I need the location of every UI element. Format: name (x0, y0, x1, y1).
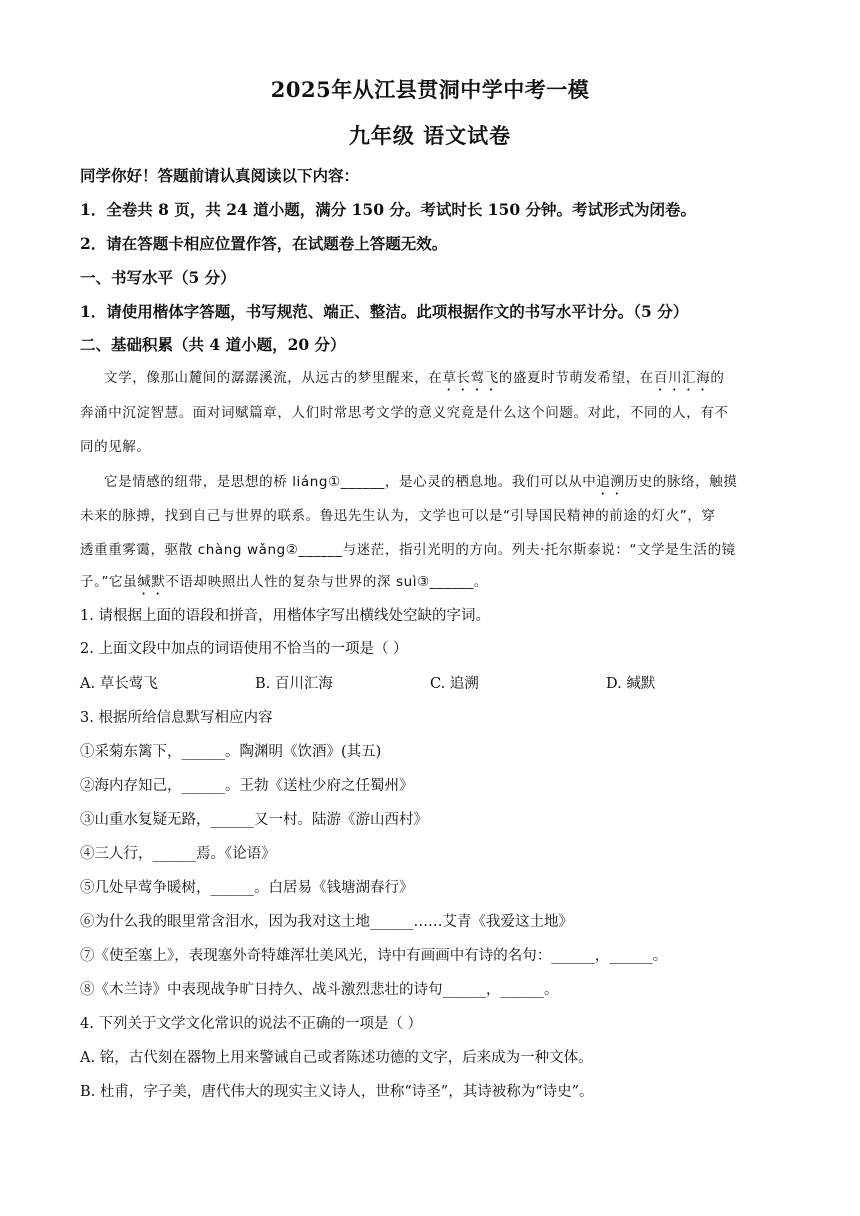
notice-item-2: 2．请在答题卡相应位置作答，在试题卷上答题无效。 (80, 234, 448, 253)
notice-intro: 同学你好！答题前请认真阅读以下内容： (80, 166, 360, 185)
question-2: 2. 上面文段中加点的词语使用不恰当的一项是（ ） (80, 641, 408, 657)
q3-item: ⑦《使至塞上》，表现塞外奇特雄浑壮美风光，诗中有画画中有诗的名句：______，______。 (80, 948, 668, 964)
q2-option-a: A. 草长莺飞 (80, 676, 158, 692)
q2-option-b: B. 百川汇海 (255, 676, 333, 692)
q2-option-c: C. 追溯 (430, 676, 479, 692)
dotted-word: 百川汇海 (653, 370, 711, 386)
passage-line-4 (104, 470, 814, 498)
passage-text: 的盛夏时节萌发希望，在 (498, 370, 654, 386)
passage-line-1 (104, 366, 814, 394)
dotted-word: 草长莺飞 (442, 370, 499, 386)
passage-line-7 (80, 570, 790, 598)
q3-item: ②海内存知己，______。王勃《送杜少府之任蜀州》 (80, 778, 414, 794)
q2-option-d: D. 缄默 (606, 676, 656, 692)
passage-line-6: 透重重雾霭，驱散 chàng wǎng②______与迷茫，指引光明的方向。列夫·托尔斯泰说：“文学是生活的镜 (80, 542, 736, 558)
dotted-word: 缄默 (137, 574, 166, 590)
question-4: 4. 下列关于文学文化常识的说法不正确的一项是（ ） (80, 1016, 423, 1032)
q4-option-a: A. 铭，古代刻在器物上用来警诫自己或者陈述功德的文字，后来成为一种文体。 (80, 1050, 593, 1066)
dotted-word: 追溯 (596, 474, 625, 490)
q3-item: ⑧《木兰诗》中表现战争旷日持久、战斗激烈悲壮的诗句______，______。 (80, 982, 559, 998)
passage-line-3: 同的见解。 (80, 439, 151, 455)
q3-item: ③山重水复疑无路，______又一村。陆游《游山西村》 (80, 812, 428, 828)
exam-title: 2025年从江县贯洞中学中考一模 (270, 77, 590, 102)
section-1-question: 1．请使用楷体字答题，书写规范、端正、整洁。此项根据作文的书写水平计分。（5 分） (80, 302, 689, 321)
question-1: 1. 请根据上面的语段和拼音，用楷体字写出横线处空缺的字词。 (80, 608, 490, 624)
passage-line-5: 未来的脉搏，找到自己与世界的联系。鲁迅先生认为，文学也可以是“引导国民精神的前途的灯火”，穿 (80, 508, 716, 524)
q3-item: ⑥为什么我的眼里常含泪水，因为我对这土地______……艾青《我爱这土地》 (80, 914, 573, 930)
section-2-heading: 二、基础积累（共 4 道小题，20 分） (80, 335, 346, 354)
q3-item: ⑤几处早莺争暖树，______。白居易《钱塘湖春行》 (80, 880, 414, 896)
passage-text: 历史的脉络，触摸 (624, 474, 738, 490)
passage-line-2: 奔涌中沉淀智慧。面对词赋篇章，人们时常思考文学的意义究竟是什么这个问题。对此，不同的人，有不 (80, 405, 729, 421)
section-1-heading: 一、书写水平（5 分） (80, 268, 236, 287)
exam-subtitle: 九年级 语文试卷 (348, 123, 512, 148)
notice-item-1: 1．全卷共 8 页，共 24 道小题，满分 150 分。考试时长 150 分钟。考试形式为闭卷。 (80, 200, 697, 219)
passage-text: 的 (710, 370, 725, 386)
q3-item: ④三人行，______焉。《论语》 (80, 846, 276, 862)
passage-text: 它是情感的纽带，是思想的桥 liáng①______，是心灵的栖息地。我们可以从中 (104, 474, 597, 490)
passage-text: 子。”它虽 (80, 574, 138, 590)
passage-text: 文学，像那山麓间的潺潺溪流，从远古的梦里醒来，在 (104, 370, 443, 386)
passage-text: 不语却映照出人性的复杂与世界的深 suì③______。 (165, 574, 488, 590)
q3-item: ①采菊东篱下，______。陶渊明《饮酒》(其五) (80, 744, 382, 760)
q4-option-b: B. 杜甫，字子美，唐代伟大的现实主义诗人，世称“诗圣”，其诗被称为“诗史”。 (80, 1084, 594, 1100)
question-3: 3. 根据所给信息默写相应内容 (80, 710, 273, 726)
